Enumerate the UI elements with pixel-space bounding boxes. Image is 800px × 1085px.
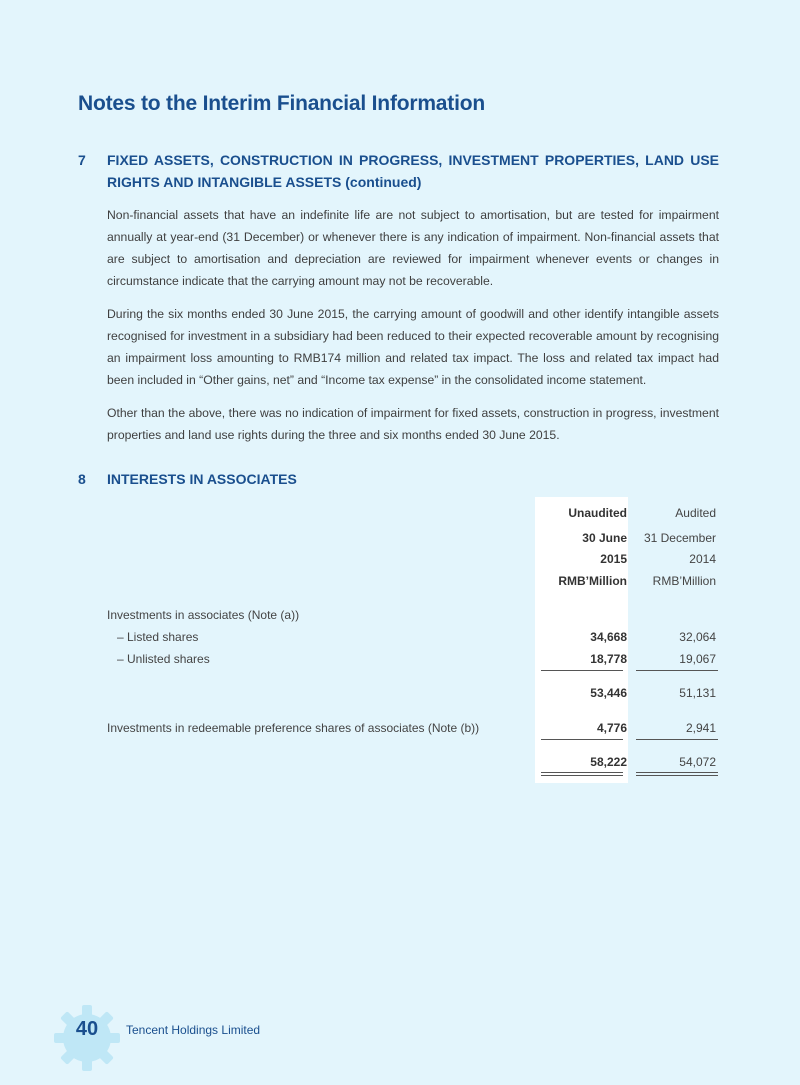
col1-date: 30 June bbox=[582, 531, 627, 545]
col2-status: Audited bbox=[675, 506, 716, 520]
section-7-paragraph-3: Other than the above, there was no indication of impairment for fixed assets, construction in progress, investment properties and land use rights during the three and six months ended 30 June 2015. bbox=[107, 406, 719, 442]
associates-group-label: Investments in associates (Note (a)) bbox=[107, 608, 300, 622]
total-2014: 54,072 bbox=[679, 755, 716, 769]
section-7-number: 7 bbox=[78, 152, 86, 168]
subtotal-rule-2014 bbox=[636, 670, 718, 671]
page-title: Notes to the Interim Financial Information bbox=[78, 92, 485, 115]
unlisted-shares-2014: 19,067 bbox=[679, 652, 716, 666]
unlisted-shares-2015: 18,778 bbox=[590, 652, 627, 666]
total-double-rule-2014-b bbox=[636, 775, 718, 776]
section-7-heading: FIXED ASSETS, CONSTRUCTION IN PROGRESS, INVESTMENT PROPERTIES, LAND USE RIGHTS AND INTANGIBLE ASSETS (continued) bbox=[107, 152, 719, 190]
subtotal-rule-2015 bbox=[541, 670, 623, 671]
listed-shares-2015: 34,668 bbox=[590, 630, 627, 644]
total-rule-2015 bbox=[541, 739, 623, 740]
listed-shares-2014: 32,064 bbox=[679, 630, 716, 644]
section-7-paragraph-1: Non-financial assets that have an indefinite life are not subject to amortisation, but are tested for impairment annually at year-end (31 December) or whenever there is any indication of impairment. Non-financial assets that are subject to amortisation and depreciation are reviewed for impairment whenever events or changes in circumstance indicate that the carrying amount may not be recoverable. bbox=[107, 208, 719, 288]
preference-shares-2014: 2,941 bbox=[685, 721, 716, 735]
section-7-paragraph-2: During the six months ended 30 June 2015, the carrying amount of goodwill and other identify intangible assets recognised for investment in a subsidiary had been reduced to their expected recoverable amount by recognising an impairment loss amounting to RMB174 million and related tax impact. The loss and related tax impact had been included in “Other gains, net” and “Income tax expense” in the consolidated income statement. bbox=[107, 307, 719, 387]
subtotal-2014: 51,131 bbox=[679, 686, 716, 700]
subtotal-2015: 53,446 bbox=[590, 686, 627, 700]
unlisted-shares-label: – Unlisted shares bbox=[117, 652, 210, 666]
preference-shares-label: Investments in redeemable preference shares of associates (Note (b)) bbox=[107, 721, 480, 735]
col2-unit: RMB’Million bbox=[652, 574, 716, 588]
total-double-rule-2015-a bbox=[541, 772, 623, 773]
total-rule-2014 bbox=[636, 739, 718, 740]
total-double-rule-2014-a bbox=[636, 772, 718, 773]
col1-unit: RMB’Million bbox=[558, 574, 627, 588]
section-8-number: 8 bbox=[78, 471, 86, 487]
section-8-heading: INTERESTS IN ASSOCIATES bbox=[107, 471, 297, 487]
page-number: 40 bbox=[75, 1018, 99, 1040]
col1-year: 2015 bbox=[600, 552, 627, 566]
preference-shares-2015: 4,776 bbox=[596, 721, 627, 735]
total-2015: 58,222 bbox=[590, 755, 627, 769]
col2-date: 31 December bbox=[643, 531, 716, 545]
listed-shares-label: – Listed shares bbox=[117, 630, 199, 644]
total-double-rule-2015-b bbox=[541, 775, 623, 776]
col1-status: Unaudited bbox=[568, 506, 627, 520]
col2-year: 2014 bbox=[689, 552, 716, 566]
company-name: Tencent Holdings Limited bbox=[126, 1023, 261, 1037]
